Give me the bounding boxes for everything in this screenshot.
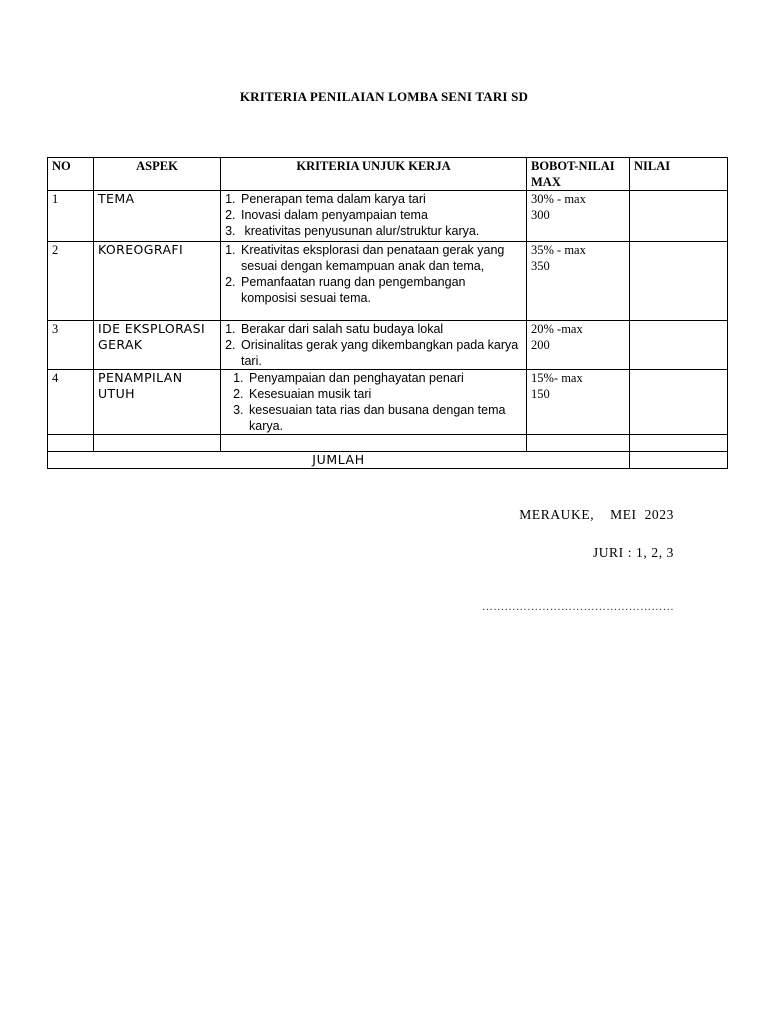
table-row — [48, 242, 728, 321]
row-kriteria — [221, 242, 527, 321]
table-row — [48, 191, 728, 242]
total-label: JUMLAH — [48, 452, 630, 469]
bobot-percent: 15%- max — [531, 371, 583, 385]
kriteria-item: 2. Pemanfaatan ruang dan pengembangan komposisi sesuai tema. — [239, 274, 522, 306]
header-kriteria: KRITERIA UNJUK KERJA — [221, 158, 527, 191]
header-aspek: ASPEK — [94, 158, 221, 191]
table-row — [48, 370, 728, 435]
bobot-percent: 35% - max — [531, 243, 586, 257]
row-nilai[interactable] — [630, 191, 728, 242]
row-no: 2 — [48, 242, 94, 321]
row-aspek: IDE EKSPLORASI GERAK — [94, 321, 221, 370]
row-bobot — [527, 242, 630, 321]
kriteria-item: 2. Inovasi dalam penyampaian tema — [239, 207, 522, 223]
kriteria-item: 2. Orisinalitas gerak yang dikembangkan pada karya tari. — [239, 337, 522, 369]
bobot-max: 350 — [531, 259, 550, 273]
bobot-percent: 30% - max — [531, 192, 586, 206]
bobot-percent: 20% -max — [531, 322, 583, 336]
row-no: 3 — [48, 321, 94, 370]
row-bobot — [527, 321, 630, 370]
bobot-max: 300 — [531, 208, 550, 222]
row-kriteria — [221, 370, 527, 435]
empty-cell — [527, 435, 630, 452]
juri-label: JURI : 1, 2, 3 — [592, 545, 674, 560]
row-kriteria — [221, 321, 527, 370]
row-nilai[interactable] — [630, 370, 728, 435]
header-nilai: NILAI — [630, 158, 728, 191]
header-no: NO — [48, 158, 94, 191]
empty-cell — [221, 435, 527, 452]
row-nilai[interactable] — [630, 321, 728, 370]
empty-cell — [48, 435, 94, 452]
row-aspek: PENAMPILAN UTUH — [94, 370, 221, 435]
row-kriteria — [221, 191, 527, 242]
kriteria-item: 3. kesesuaian tata rias dan busana dengan tema karya. — [247, 402, 522, 434]
row-bobot — [527, 191, 630, 242]
header-bobot: BOBOT-NILAI MAX — [527, 158, 630, 191]
row-aspek: KOREOGRAFI — [94, 242, 221, 321]
total-value[interactable] — [630, 452, 728, 469]
kriteria-item: 3. kreativitas penyusunan alur/struktur karya. — [239, 223, 522, 239]
bobot-max: 150 — [531, 387, 550, 401]
row-no: 4 — [48, 370, 94, 435]
table-row-empty — [48, 435, 728, 452]
kriteria-item: 1. Kreativitas eksplorasi dan penataan gerak yang sesuai dengan kemampuan anak dan tema, — [239, 242, 522, 274]
row-nilai[interactable] — [630, 242, 728, 321]
signature-line: …………………………………………… — [481, 601, 674, 613]
row-no: 1 — [48, 191, 94, 242]
table-row — [48, 321, 728, 370]
table-row-total — [48, 452, 728, 469]
bobot-max: 200 — [531, 338, 550, 352]
kriteria-item: 1. Penerapan tema dalam karya tari — [239, 191, 522, 207]
place-date: MERAUKE, MEI 2023 — [519, 507, 674, 522]
row-bobot — [527, 370, 630, 435]
kriteria-item: 1. Berakar dari salah satu budaya lokal — [239, 321, 522, 337]
table-header-row — [48, 158, 728, 191]
kriteria-item: 2. Kesesuaian musik tari — [247, 386, 522, 402]
row-aspek: TEMA — [94, 191, 221, 242]
document-title: KRITERIA PENILAIAN LOMBA SENI TARI SD — [239, 89, 529, 104]
empty-cell — [630, 435, 728, 452]
empty-cell — [94, 435, 221, 452]
kriteria-item: 1. Penyampaian dan penghayatan penari — [247, 370, 522, 386]
criteria-table — [47, 157, 728, 469]
